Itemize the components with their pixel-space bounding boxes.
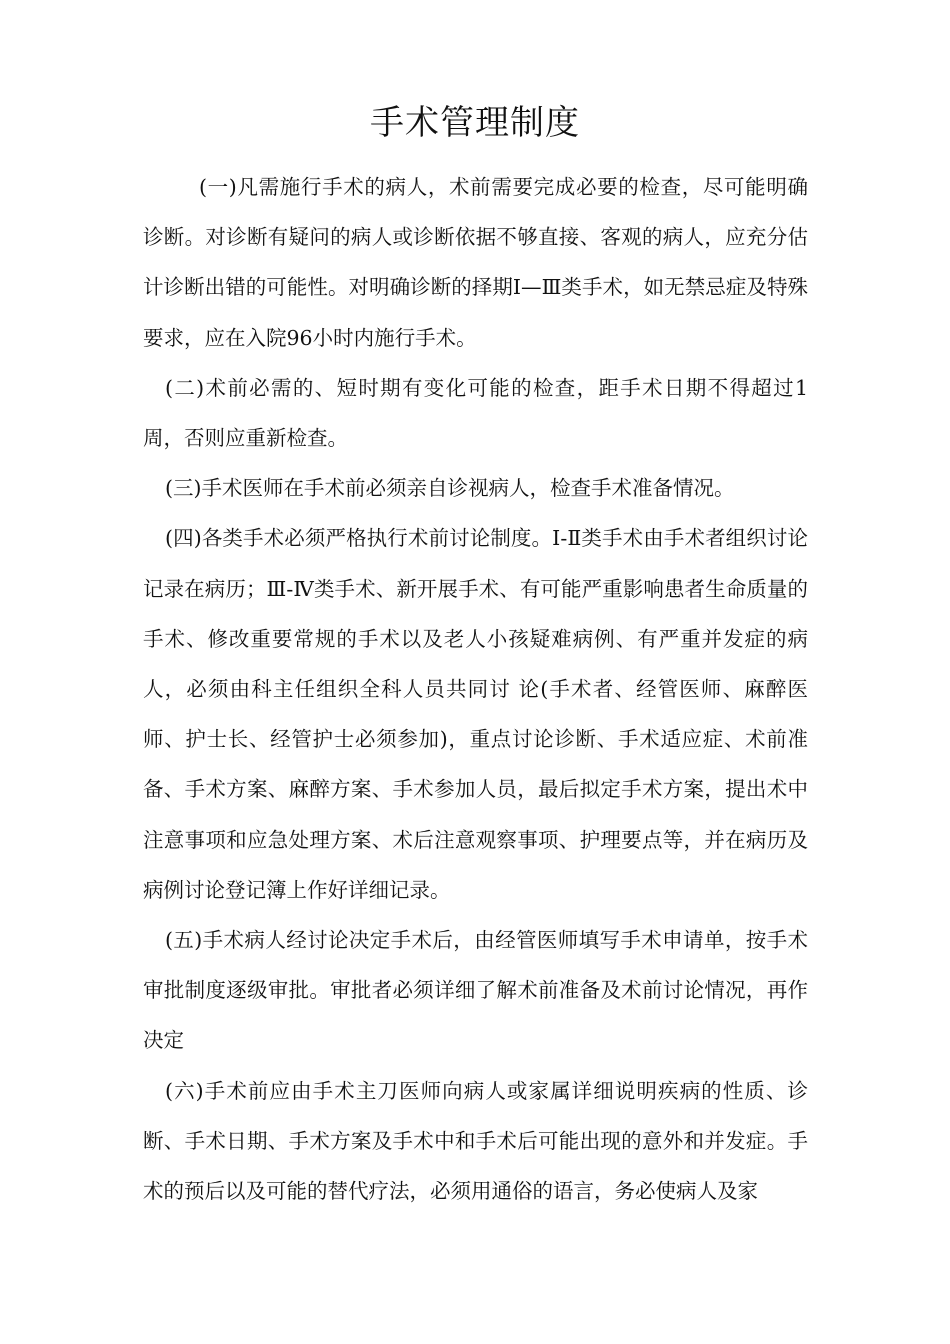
paragraph-6: (六)手术前应由手术主刀医师向病人或家属详细说明疾病的性质、诊断、手术日期、手术方案及手术中和手术后可能出现的意外和并发症。手术的预后以及可能的替代疗法，必须用通俗的语言，务必使病人及家 <box>143 1078 808 1204</box>
paragraph-5: (五)手术病人经讨论决定手术后，由经管医师填写手术申请单，按手术审批制度逐级审批。审批者必须详细了解术前准备及术前讨论情况，再作决定 <box>143 928 808 1053</box>
document-title: 手术管理制度 <box>370 103 580 143</box>
paragraph-1: (一)凡需施行手术的病人，术前需要完成必要的检查，尽可能明确诊断。对诊断有疑问的病人或诊断依据不够直接、客观的病人，应充分估计诊断出错的可能性。对明确诊断的择期Ⅰ—Ⅲ类手术，如无禁忌症及特殊要求，应在入院96小时内施行手术。 <box>143 175 808 350</box>
document-body <box>143 162 808 1216</box>
paragraph-2: (二)术前必需的、短时期有变化可能的检查，距手术日期不得超过1周，否则应重新检查。 <box>143 375 808 451</box>
paragraph-4: (四)各类手术必须严格执行术前讨论制度。Ⅰ-Ⅱ类手术由手术者组织讨论记录在病历；Ⅲ-Ⅳ类手术、新开展手术、有可能严重影响患者生命质量的手术、修改重要常规的手术以及老人小孩疑难病例、有严重并发症的病人，必须由科主任组织全科人员共同讨 论(手术者、经管医师、麻醉医师、护士长、经管护士必须参加)，重点讨论诊断、手术适应症、术前准备、手术方案、麻醉方案、手术参加人员，最后拟定手术方案，提出术中注意事项和应急处理方案、术后注意观察事项、护理要点等，并在病历及病例讨论登记簿上作好详细记录。 <box>143 526 808 902</box>
paragraph-3: (三)手术医师在手术前必须亲自诊视病人，检查手术准备情况。 <box>165 476 735 501</box>
